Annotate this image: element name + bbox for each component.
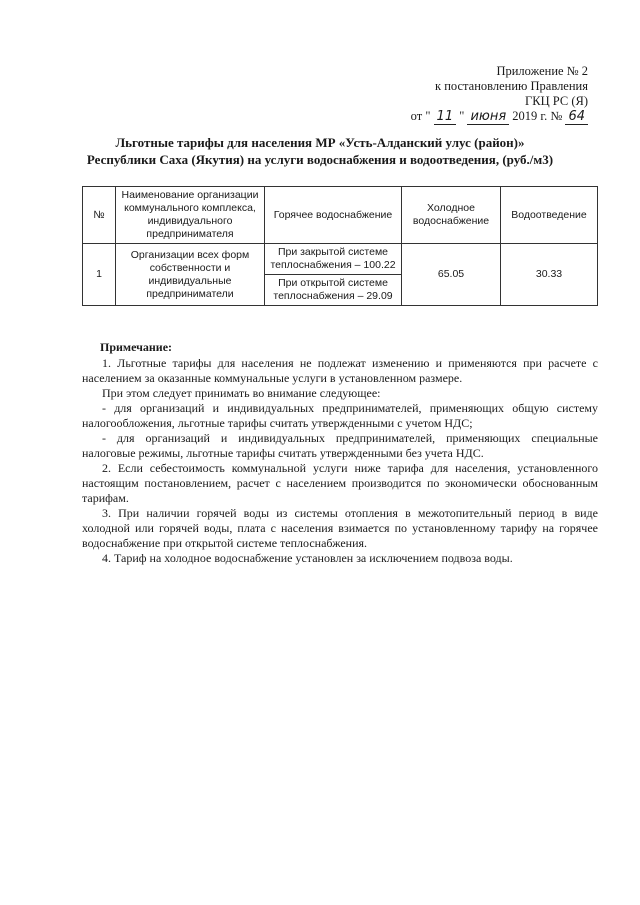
cold-water-tariff: 65.05 <box>402 244 501 306</box>
annex-number: Приложение № 2 <box>496 64 588 78</box>
title-line-1: Льготные тарифы для населения МР «Усть-Алданский улус (район)» <box>115 135 525 150</box>
date-prefix: от " <box>410 109 431 123</box>
hot-water-open-system: При открытой системе теплоснабжения – 29.09 <box>265 275 402 306</box>
document-title <box>60 134 580 168</box>
tariff-table <box>82 186 598 306</box>
date-year: 2019 г. № <box>512 109 563 123</box>
notes-title: Примечание: <box>100 340 173 354</box>
header-number: № <box>83 187 116 244</box>
annex-organization: ГКЦ РС (Я) <box>525 94 588 108</box>
header-hot-water: Горячее водоснабжение <box>265 187 402 244</box>
date-day: 11 <box>434 109 457 125</box>
note-item: 4. Тариф на холодное водоснабжение установлен за исключением подвоза воды. <box>102 551 513 565</box>
header-organization: Наименование организации коммунального комплекса, индивидуального предпринимателя <box>116 187 265 244</box>
note-item: - для организаций и индивидуальных предпринимателей, применяющих общую систему налогообложения, льготные тарифы считать утвержденными с учетом НДС; <box>82 401 598 430</box>
table-header-row <box>83 187 598 244</box>
table-row <box>83 244 598 275</box>
note-item: - для организаций и индивидуальных предпринимателей, применяющих специальные налоговые режимы, льготные тарифы считать утвержденными без учета НДС. <box>82 431 598 460</box>
note-item: 3. При наличии горячей воды из системы отопления в межотопительный период в виде холодной или горячей воды, плата с населения взимается по установленному тарифу на горячее водоснабжение при открытой системе теплоснабжения. <box>82 506 598 550</box>
row-organization: Организации всех форм собственности и индивидуальные предприниматели <box>116 244 265 306</box>
annex-header <box>358 64 588 124</box>
sewerage-tariff: 30.33 <box>501 244 598 306</box>
row-number: 1 <box>83 244 116 306</box>
annex-to-resolution: к постановлению Правления <box>435 79 588 93</box>
note-item: 2. Если себестоимость коммунальной услуги ниже тарифа для населения, установленного настоящим постановлением, расчет с населением производится по экономически обоснованным тарифам. <box>82 461 598 505</box>
header-sewerage: Водоотведение <box>501 187 598 244</box>
title-line-2: Республики Саха (Якутия) на услуги водоснабжения и водоотведения, (руб./м3) <box>86 152 554 167</box>
resolution-date-line <box>358 109 588 124</box>
header-cold-water: Холодное водоснабжение <box>402 187 501 244</box>
date-month: июня <box>467 109 509 125</box>
note-item: 1. Льготные тарифы для населения не подлежат изменению и применяются при расчете с населением за оказанные коммунальные услуги в установленном размере. <box>82 356 598 385</box>
document-number: 64 <box>565 109 588 125</box>
note-item: При этом следует принимать во внимание следующее: <box>102 386 381 400</box>
date-mid: " <box>459 109 465 123</box>
notes-section <box>82 340 598 566</box>
hot-water-closed-system: При закрытой системе теплоснабжения – 100.22 <box>265 244 402 275</box>
